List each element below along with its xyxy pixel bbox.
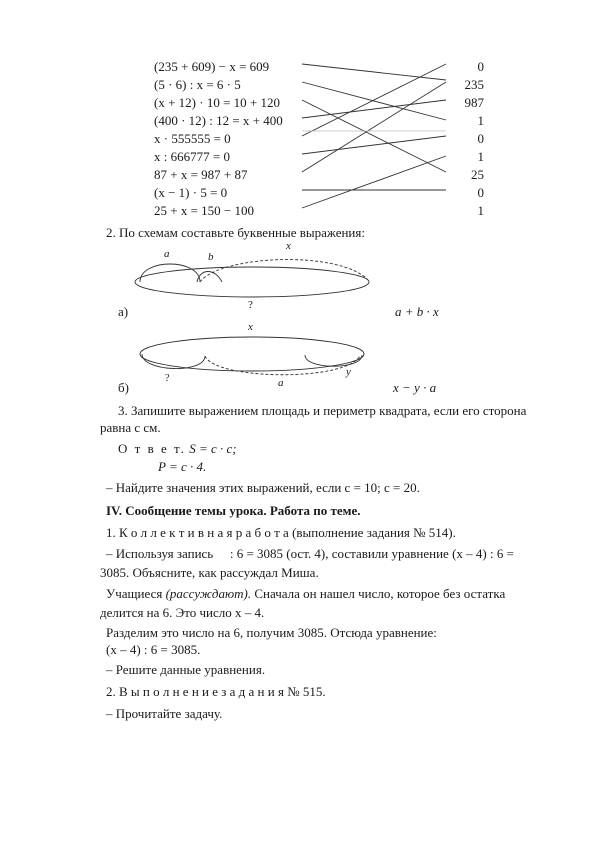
divide-line: Разделим это число на 6, получим 3085. Отсюда уравнение: xyxy=(106,625,437,640)
scheme-a-arc-a xyxy=(140,264,200,282)
students-paren: (рассуждают). xyxy=(165,586,252,601)
matching-line xyxy=(302,82,446,172)
scheme-b-arc-y xyxy=(305,355,362,366)
section4-heading: IV. Сообщение темы урока. Работа по теме. xyxy=(106,503,361,518)
q1-line1: – Используя запись ⃞ : 6 = 3085 (ост. 4), составили уравнение (x – 4) : 6 = xyxy=(106,546,514,561)
answer-5: 0 xyxy=(477,131,484,146)
scheme-b-label-y: y xyxy=(346,366,351,378)
scheme-a-label-x: x xyxy=(286,240,291,252)
answer-3: 987 xyxy=(464,95,484,110)
answer-7: 25 xyxy=(471,167,484,182)
scheme-b-label-left: ? xyxy=(165,373,170,384)
matching-line xyxy=(302,100,446,118)
scheme-a xyxy=(135,260,369,297)
q1-line2: 3085. Объясните, как рассуждал Миша. xyxy=(100,565,319,580)
matching-line xyxy=(302,64,446,80)
scheme-a-label-b: b xyxy=(208,251,214,263)
item1-rest: (выполнение задания № 514). xyxy=(292,525,456,540)
expression-1: (235 + 609) − x = 609 xyxy=(154,59,270,74)
expression-3: (x + 12) · 10 = 10 + 120 xyxy=(154,95,280,110)
students-rest: Сначала он нашел число, которое без остатка xyxy=(254,586,506,601)
item2-line: 2. В ы п о л н е н и е з а д а н и я № 515. xyxy=(106,684,326,699)
expression-7: 87 + x = 987 + 87 xyxy=(154,167,248,182)
scheme-a-outer-ellipse xyxy=(135,267,369,297)
expression-4: (400 · 12) : 12 = x + 400 xyxy=(154,113,283,128)
scheme-a-marker: а) xyxy=(118,304,129,319)
scheme-b-answer: x − y · a xyxy=(393,380,437,395)
answer-9: 1 xyxy=(477,203,484,218)
expression-5: x · 555555 = 0 xyxy=(154,131,231,146)
answer-area: S = c · c; xyxy=(189,441,237,456)
solve-line: – Решите данные уравнения. xyxy=(106,662,266,677)
scheme-a-label-question: ? xyxy=(248,299,253,311)
expression-2: (5 · 6) : x = 6 · 5 xyxy=(154,77,241,92)
equation-line: (x – 4) : 6 = 3085. xyxy=(106,642,201,657)
task3-line2: равна c см. xyxy=(100,420,161,435)
answer-label: О т в е т. xyxy=(118,441,186,456)
matching-line xyxy=(302,136,446,154)
task2-heading: 2. По схемам составьте буквенные выражения: xyxy=(106,225,365,240)
matching-line xyxy=(302,156,446,208)
scheme-b-marker: б) xyxy=(118,380,129,395)
students-label: Учащиеся xyxy=(106,586,163,601)
expression-6: x : 666777 = 0 xyxy=(154,149,230,164)
task3-answer-label xyxy=(118,441,237,457)
scheme-a-arc-x xyxy=(200,260,368,282)
answer-6: 1 xyxy=(477,149,484,164)
matching-line xyxy=(302,100,446,172)
task3-find: – Найдите значения этих выражений, если c = 10; c = 20. xyxy=(106,480,420,495)
students-line2: делится на 6. Это число x – 4. xyxy=(100,605,265,620)
matching-line xyxy=(302,82,446,120)
item1-spaced: 1. К о л л е к т и в н а я р а б о т а xyxy=(106,525,289,540)
read-line: – Прочитайте задачу. xyxy=(106,706,223,721)
scheme-a-label-a: a xyxy=(164,248,170,260)
answer-8: 0 xyxy=(477,185,484,200)
item1 xyxy=(106,525,456,541)
answer-2: 235 xyxy=(464,77,484,92)
scheme-b-label-a: a xyxy=(278,377,284,389)
scheme-b-label-x: x xyxy=(248,321,253,333)
matching-lines xyxy=(302,64,446,208)
scheme-b xyxy=(140,337,364,375)
scheme-a-answer: a + b · x xyxy=(395,304,439,319)
expression-9: 25 + x = 150 − 100 xyxy=(154,203,254,218)
task3-line1: 3. Запишите выражением площадь и периметр квадрата, если его сторона xyxy=(118,403,527,418)
matching-line xyxy=(302,64,446,136)
students-line1 xyxy=(106,586,505,602)
answer-1: 0 xyxy=(477,59,484,74)
answer-4: 1 xyxy=(477,113,484,128)
expression-8: (x − 1) · 5 = 0 xyxy=(154,185,228,200)
answer-perimeter: P = c · 4. xyxy=(158,459,207,474)
